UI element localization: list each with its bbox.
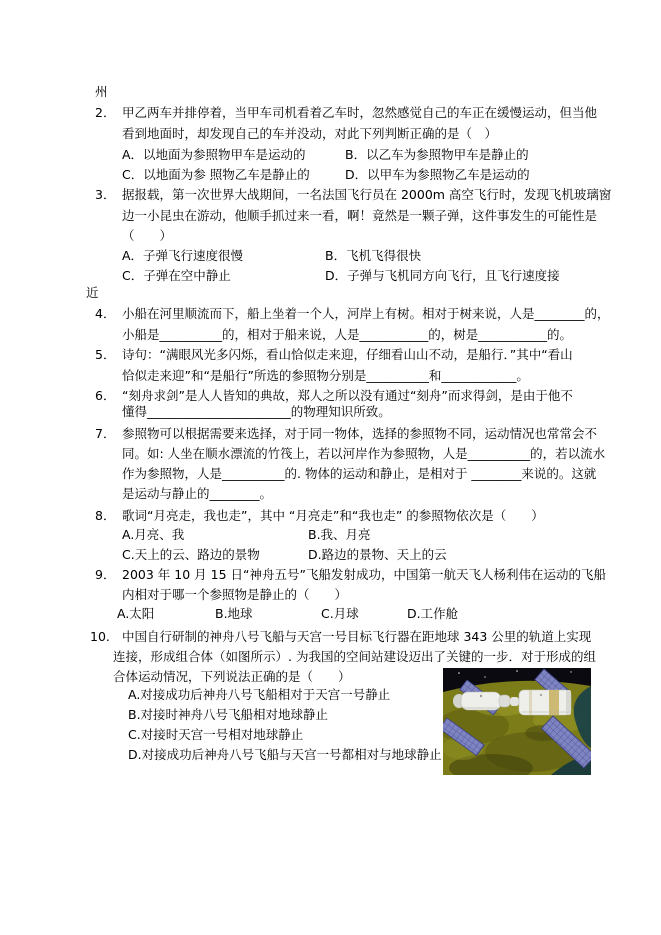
question-5-line-2: 恰似走来迎”和“是船行”所选的参照物分别是__________和____________。 (122, 368, 529, 383)
question-2-line-1 (95, 105, 597, 120)
question-2-option-a: A．以地面为参照物甲车是运动的 (122, 147, 306, 162)
question-5-line-1 (95, 347, 573, 362)
question-9-line-1 (95, 567, 606, 582)
question-4-text: 小船在河里顺流而下，船上坐着一个人，河岸上有树。相对于树来说，人是________的， (122, 306, 610, 321)
question-3-option-b: B．飞机飞得很快 (325, 248, 422, 263)
question-10-option-c: C.对接时天宫一号相对地球静止 (128, 727, 304, 742)
question-9-number: 9． (95, 567, 116, 582)
question-9-text: 2003 年 10 月 15 日“神舟五号”飞船发射成功，中国第一航天飞人杨利伟在运动的飞船 (122, 567, 606, 582)
question-10-line-1 (90, 629, 591, 644)
question-2-option-b: B．以乙车为参照物甲车是静止的 (345, 147, 529, 162)
question-5-text: 诗句：“满眼风光多闪烁，看山恰似走来迎，仔细看山山不动，是船行．”其中“看山 (122, 347, 573, 362)
question-4-line-1 (95, 306, 610, 321)
question-10-number: 10. (90, 629, 110, 644)
question-7-line-3: 作为参照物，人是__________的. 物体的运动和静止，是相对于 ________来说的。这就 (122, 466, 597, 481)
question-9-option-c: C.月球 (321, 606, 359, 621)
question-9-option-b: B.地球 (215, 606, 253, 621)
question-10-option-b: B.对接时神舟八号飞船相对地球静止 (128, 707, 329, 722)
question-2-text: 甲乙两车并排停着，当甲车司机看着乙车时，忽然感觉自己的车正在缓慢运动，但当他 (122, 105, 598, 120)
question-9-option-a: A.太阳 (117, 606, 155, 621)
question-3-line-1 (95, 187, 611, 202)
question-4-line-2: 小船是__________的，相对于船来说，人是___________的，树是___________的。 (122, 327, 573, 342)
question-3-line-3: （ ） (122, 228, 173, 243)
question-3-text: 据报载，第一次世界大战期间，一名法国飞行员在 2000m 高空飞行时，发现飞机玻璃窗 (122, 187, 612, 202)
question-3-option-a: A．子弹飞行速度很慢 (122, 248, 244, 263)
question-8-option-d: D.路边的景物、天上的云 (308, 547, 447, 562)
question-7-text: 参照物可以根据需要来选择，对于同一物体，选择的参照物不同，运动情况也常常会不 (122, 426, 598, 441)
question-10-text: 中国自行研制的神舟八号飞船与天宫一号目标飞行器在距地球 343 公里的轨道上实现 (122, 629, 592, 644)
question-8-option-b: B.我、月亮 (308, 527, 371, 542)
question-10-option-a: A.对接成功后神舟八号飞船相对于天宫一号静止 (128, 687, 391, 702)
question-7-line-2: 同。如: 人坐在顺水漂流的竹筏上，若以河岸作为参照物，人是__________的，若以流水 (122, 446, 606, 461)
question-8-option-c: C.天上的云、路边的景物 (122, 547, 260, 562)
question-9-option-d: D.工作舱 (407, 606, 459, 621)
question-6-text: “刻舟求剑”是人人皆知的典故，郑人之所以没有通过“刻舟”而求得剑，是由于他不 (122, 388, 573, 403)
question-8-line-1 (95, 508, 544, 523)
question-5-number: 5． (95, 347, 116, 362)
question-6-line-1 (95, 388, 573, 403)
question-10-option-d: D.对接成功后神舟八号飞船与天宫一号都相对与地球静止 (128, 747, 442, 762)
question-3-overflow: 近 (86, 285, 99, 300)
question-2-line-2: 看到地面时，却发现自己的车并没动，对此下列判断正确的是（ ） (122, 126, 498, 141)
question-7-line-1 (95, 426, 597, 441)
question-3-line-2: 边一小昆虫在游动，他顺手抓过来一看，啊！竟然是一颗子弹，这件事发生的可能性是 (122, 208, 598, 223)
fragment-top: 州 (95, 84, 108, 99)
question-4-number: 4． (95, 306, 116, 321)
question-6-line-2: 懂得_______________________的物理知识所致。 (122, 404, 391, 419)
spacecraft-docking-image (443, 668, 591, 775)
question-2-number: 2． (95, 105, 116, 120)
question-7-line-4: 是运动与静止的________。 (122, 486, 273, 501)
question-8-text: 歌词“月亮走，我也走”，其中 “月亮走”和“我也走” 的参照物依次是（ ） (122, 508, 544, 523)
question-3-option-d: D．子弹与飞机同方向飞行，且飞行速度接 (325, 268, 560, 283)
question-9-line-2: 内相对于哪一个参照物是静止的（ ） (122, 587, 348, 602)
question-8-option-a: A.月亮、我 (122, 527, 185, 542)
question-7-number: 7． (95, 426, 116, 441)
question-3-number: 3． (95, 187, 116, 202)
question-3-option-c: C．子弹在空中静止 (122, 268, 231, 283)
question-2-option-d: D．以甲车为参照物乙车是运动的 (345, 167, 530, 182)
question-10-line-3: 合体运动情况，下列说法正确的是（ ） (113, 669, 351, 684)
question-10-line-2: 连接，形成组合体（如图所示）. 为我国的空间站建设迈出了关键的一步．对于形成的组 (113, 649, 596, 664)
question-8-number: 8． (95, 508, 116, 523)
question-2-option-c: C．以地面为参 照物乙车是静止的 (122, 167, 310, 182)
question-6-number: 6． (95, 388, 116, 403)
